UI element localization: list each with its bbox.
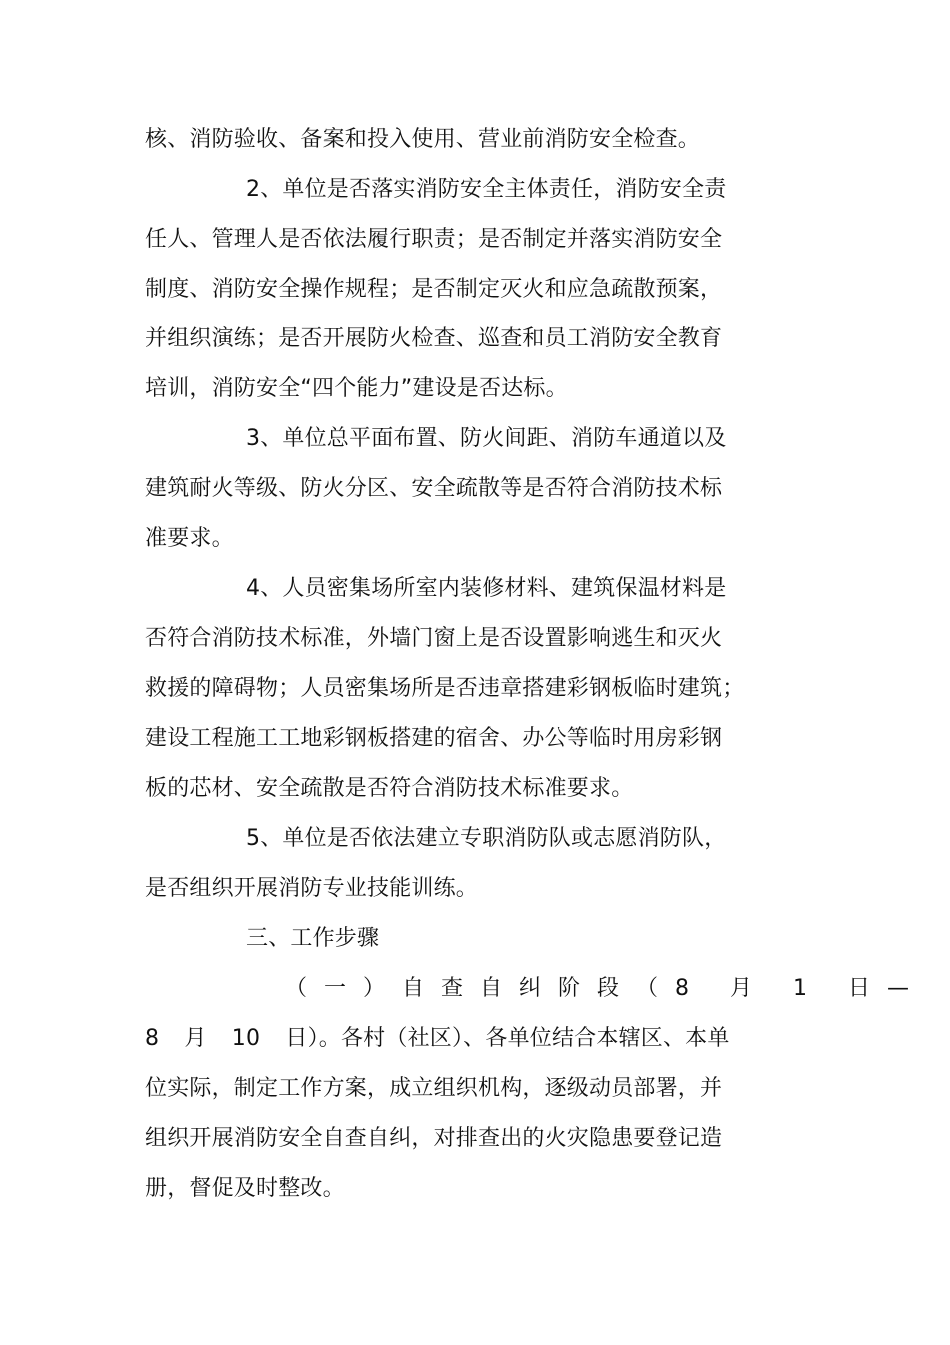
paragraph-line: 板的芯材、安全疏散是否符合消防技术标准要求。 (145, 776, 634, 801)
paragraph-line: 核、消防验收、备案和投入使用、营业前消防安全检查。 (145, 127, 701, 152)
paragraph-line: 任人、管理人是否依法履行职责；是否制定并落实消防安全 (145, 227, 723, 252)
paragraph-line: 准要求。 (145, 526, 234, 551)
paragraph-line: 4、人员密集场所室内装修材料、建筑保温材料是 (246, 576, 727, 601)
paragraph-line: 组织开展消防安全自查自纠，对排查出的火灾隐患要登记造 (145, 1126, 723, 1151)
paragraph-line: 2、单位是否落实消防安全主体责任，消防安全责 (246, 177, 727, 202)
paragraph-line: 位实际，制定工作方案，成立组织机构，逐级动员部署，并 (145, 1076, 723, 1101)
section-heading: 三、工作步骤 (246, 926, 380, 951)
paragraph-line: 5、单位是否依法建立专职消防队或志愿消防队， (246, 826, 727, 851)
paragraph-line: 册，督促及时整改。 (145, 1176, 345, 1201)
paragraph-line: 8 月 10 日）。各村（社区）、各单位结合本辖区、本单 (145, 1026, 730, 1051)
paragraph-line: 培训，消防安全“四个能力”建设是否达标。 (145, 376, 568, 401)
paragraph-line: 救援的障碍物；人员密集场所是否违章搭建彩钢板临时建筑； (145, 676, 745, 701)
subsection-heading-line (285, 974, 926, 1004)
paragraph-line: 3、单位总平面布置、防火间距、消防车通道以及 (246, 426, 727, 451)
paragraph-line: 制度、消防安全操作规程；是否制定灭火和应急疏散预案， (145, 277, 723, 302)
paragraph-line: 否符合消防技术标准，外墙门窗上是否设置影响逃生和灭火 (145, 626, 723, 651)
paragraph-line: 是否组织开展消防专业技能训练。 (145, 876, 479, 901)
subsection-heading-text: （一）自查自纠阶段（8 月 1 日— (285, 976, 926, 1001)
paragraph-line: 建筑耐火等级、防火分区、安全疏散等是否符合消防技术标 (145, 476, 723, 501)
paragraph-line: 建设工程施工工地彩钢板搭建的宿舍、办公等临时用房彩钢 (145, 726, 723, 751)
paragraph-line: 并组织演练；是否开展防火检查、巡查和员工消防安全教育 (145, 326, 723, 351)
